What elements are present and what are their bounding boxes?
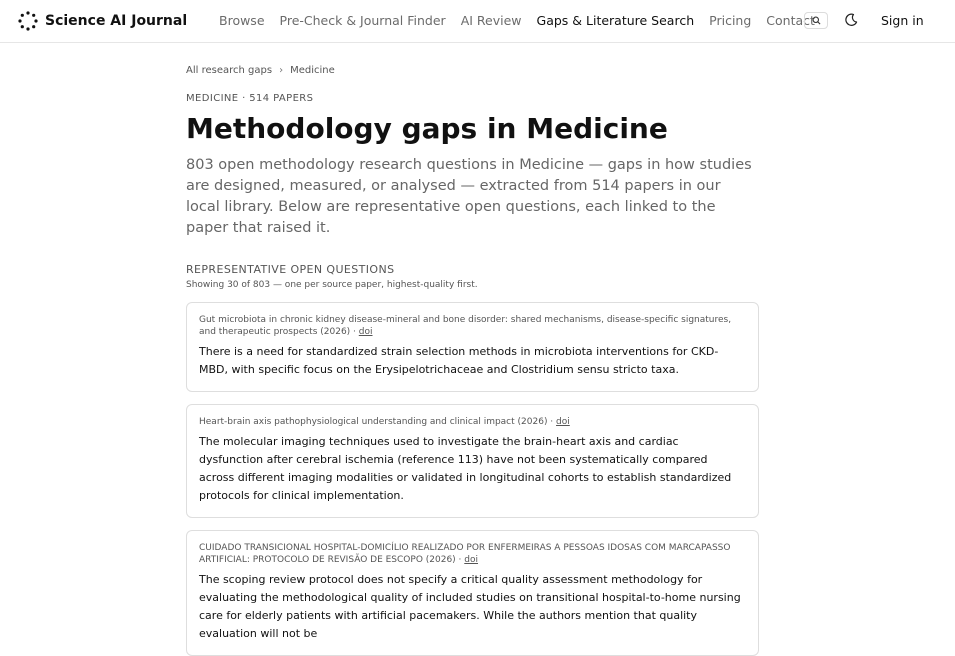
dotted-circle-logo-icon bbox=[18, 11, 38, 31]
source-title: Heart-brain axis pathophysiological understanding and clinical impact (2026) · bbox=[199, 417, 557, 427]
breadcrumb bbox=[186, 65, 759, 76]
nav-browse[interactable]: Browse bbox=[219, 13, 265, 28]
search-icon bbox=[812, 16, 821, 25]
nav-contact[interactable]: Contact bbox=[766, 13, 815, 28]
source-title: Gut microbiota in chronic kidney disease-mineral and bone disorder: shared mechanisms, disease-specific signatures, and therapeutic prospects (2026) · bbox=[199, 315, 732, 337]
search-button[interactable] bbox=[804, 12, 828, 29]
nav-ai-review[interactable]: AI Review bbox=[460, 13, 522, 28]
open-question-text: The scoping review protocol does not specify a critical quality assessment methodology for evaluating the methodological quality of included studies on transitional hospital-to-home nursing care for elderly patients with artificial pacemakers. While the authors mention that quality evaluation will not be bbox=[199, 573, 741, 640]
doi-link[interactable]: doi bbox=[556, 417, 570, 427]
section-heading: REPRESENTATIVE OPEN QUESTIONS bbox=[186, 263, 395, 276]
source-title: CUIDADO TRANSICIONAL HOSPITAL-DOMICÍLIO REALIZADO POR ENFERMEIRAS A PESSOAS IDOSAS COM MARCAPASSO ARTIFICIAL: PROTOCOLO DE REVISÃO DE ESCOPO (2026) · bbox=[199, 543, 731, 565]
main-content bbox=[186, 65, 759, 656]
open-question-text: There is a need for standardized strain selection methods in microbiota interventions for CKD-MBD, with specific focus on the Erysipelotrichaceae and Clostridium sensu stricto taxa. bbox=[199, 345, 719, 376]
question-card bbox=[186, 404, 759, 518]
sign-in-link[interactable]: Sign in bbox=[881, 13, 924, 28]
open-question-text: The molecular imaging techniques used to investigate the brain-heart axis and cardiac dysfunction after cerebral ischemia (reference 113) have not been systematically compared across different imaging modalities or validated in longitudinal cohorts to establish standardized protocols for clinical implementation. bbox=[199, 435, 732, 502]
card-source bbox=[199, 416, 746, 428]
main-nav bbox=[219, 13, 830, 28]
section-subheading: Showing 30 of 803 — one per source paper, highest-quality first. bbox=[186, 280, 478, 290]
nav-gaps-literature-search[interactable]: Gaps & Literature Search bbox=[536, 13, 695, 28]
page-title: Methodology gaps in Medicine bbox=[186, 112, 668, 145]
card-source bbox=[199, 314, 746, 338]
card-source bbox=[199, 542, 746, 566]
breadcrumb-current: Medicine bbox=[290, 65, 335, 76]
brand-name: Science AI Journal bbox=[45, 13, 188, 29]
question-card bbox=[186, 302, 759, 392]
top-navigation-bar bbox=[0, 0, 955, 43]
nav-pre-check-journal-finder[interactable]: Pre-Check & Journal Finder bbox=[279, 13, 446, 28]
page-description: 803 open methodology research questions in Medicine — gaps in how studies are designed, measured, or analysed — extracted from 514 papers in our local library. Below are representative open questions, each linked to the paper that raised it. bbox=[186, 157, 752, 236]
breadcrumb-separator: › bbox=[279, 65, 284, 76]
nav-pricing[interactable]: Pricing bbox=[709, 13, 752, 28]
moon-icon[interactable] bbox=[844, 13, 858, 27]
question-card bbox=[186, 530, 759, 656]
brand-logo[interactable] bbox=[18, 11, 187, 31]
breadcrumb-all-research-gaps[interactable]: All research gaps bbox=[186, 65, 273, 76]
doi-link[interactable]: doi bbox=[464, 555, 479, 565]
doi-link[interactable]: doi bbox=[358, 327, 373, 337]
category-eyebrow: MEDICINE · 514 PAPERS bbox=[186, 93, 314, 104]
